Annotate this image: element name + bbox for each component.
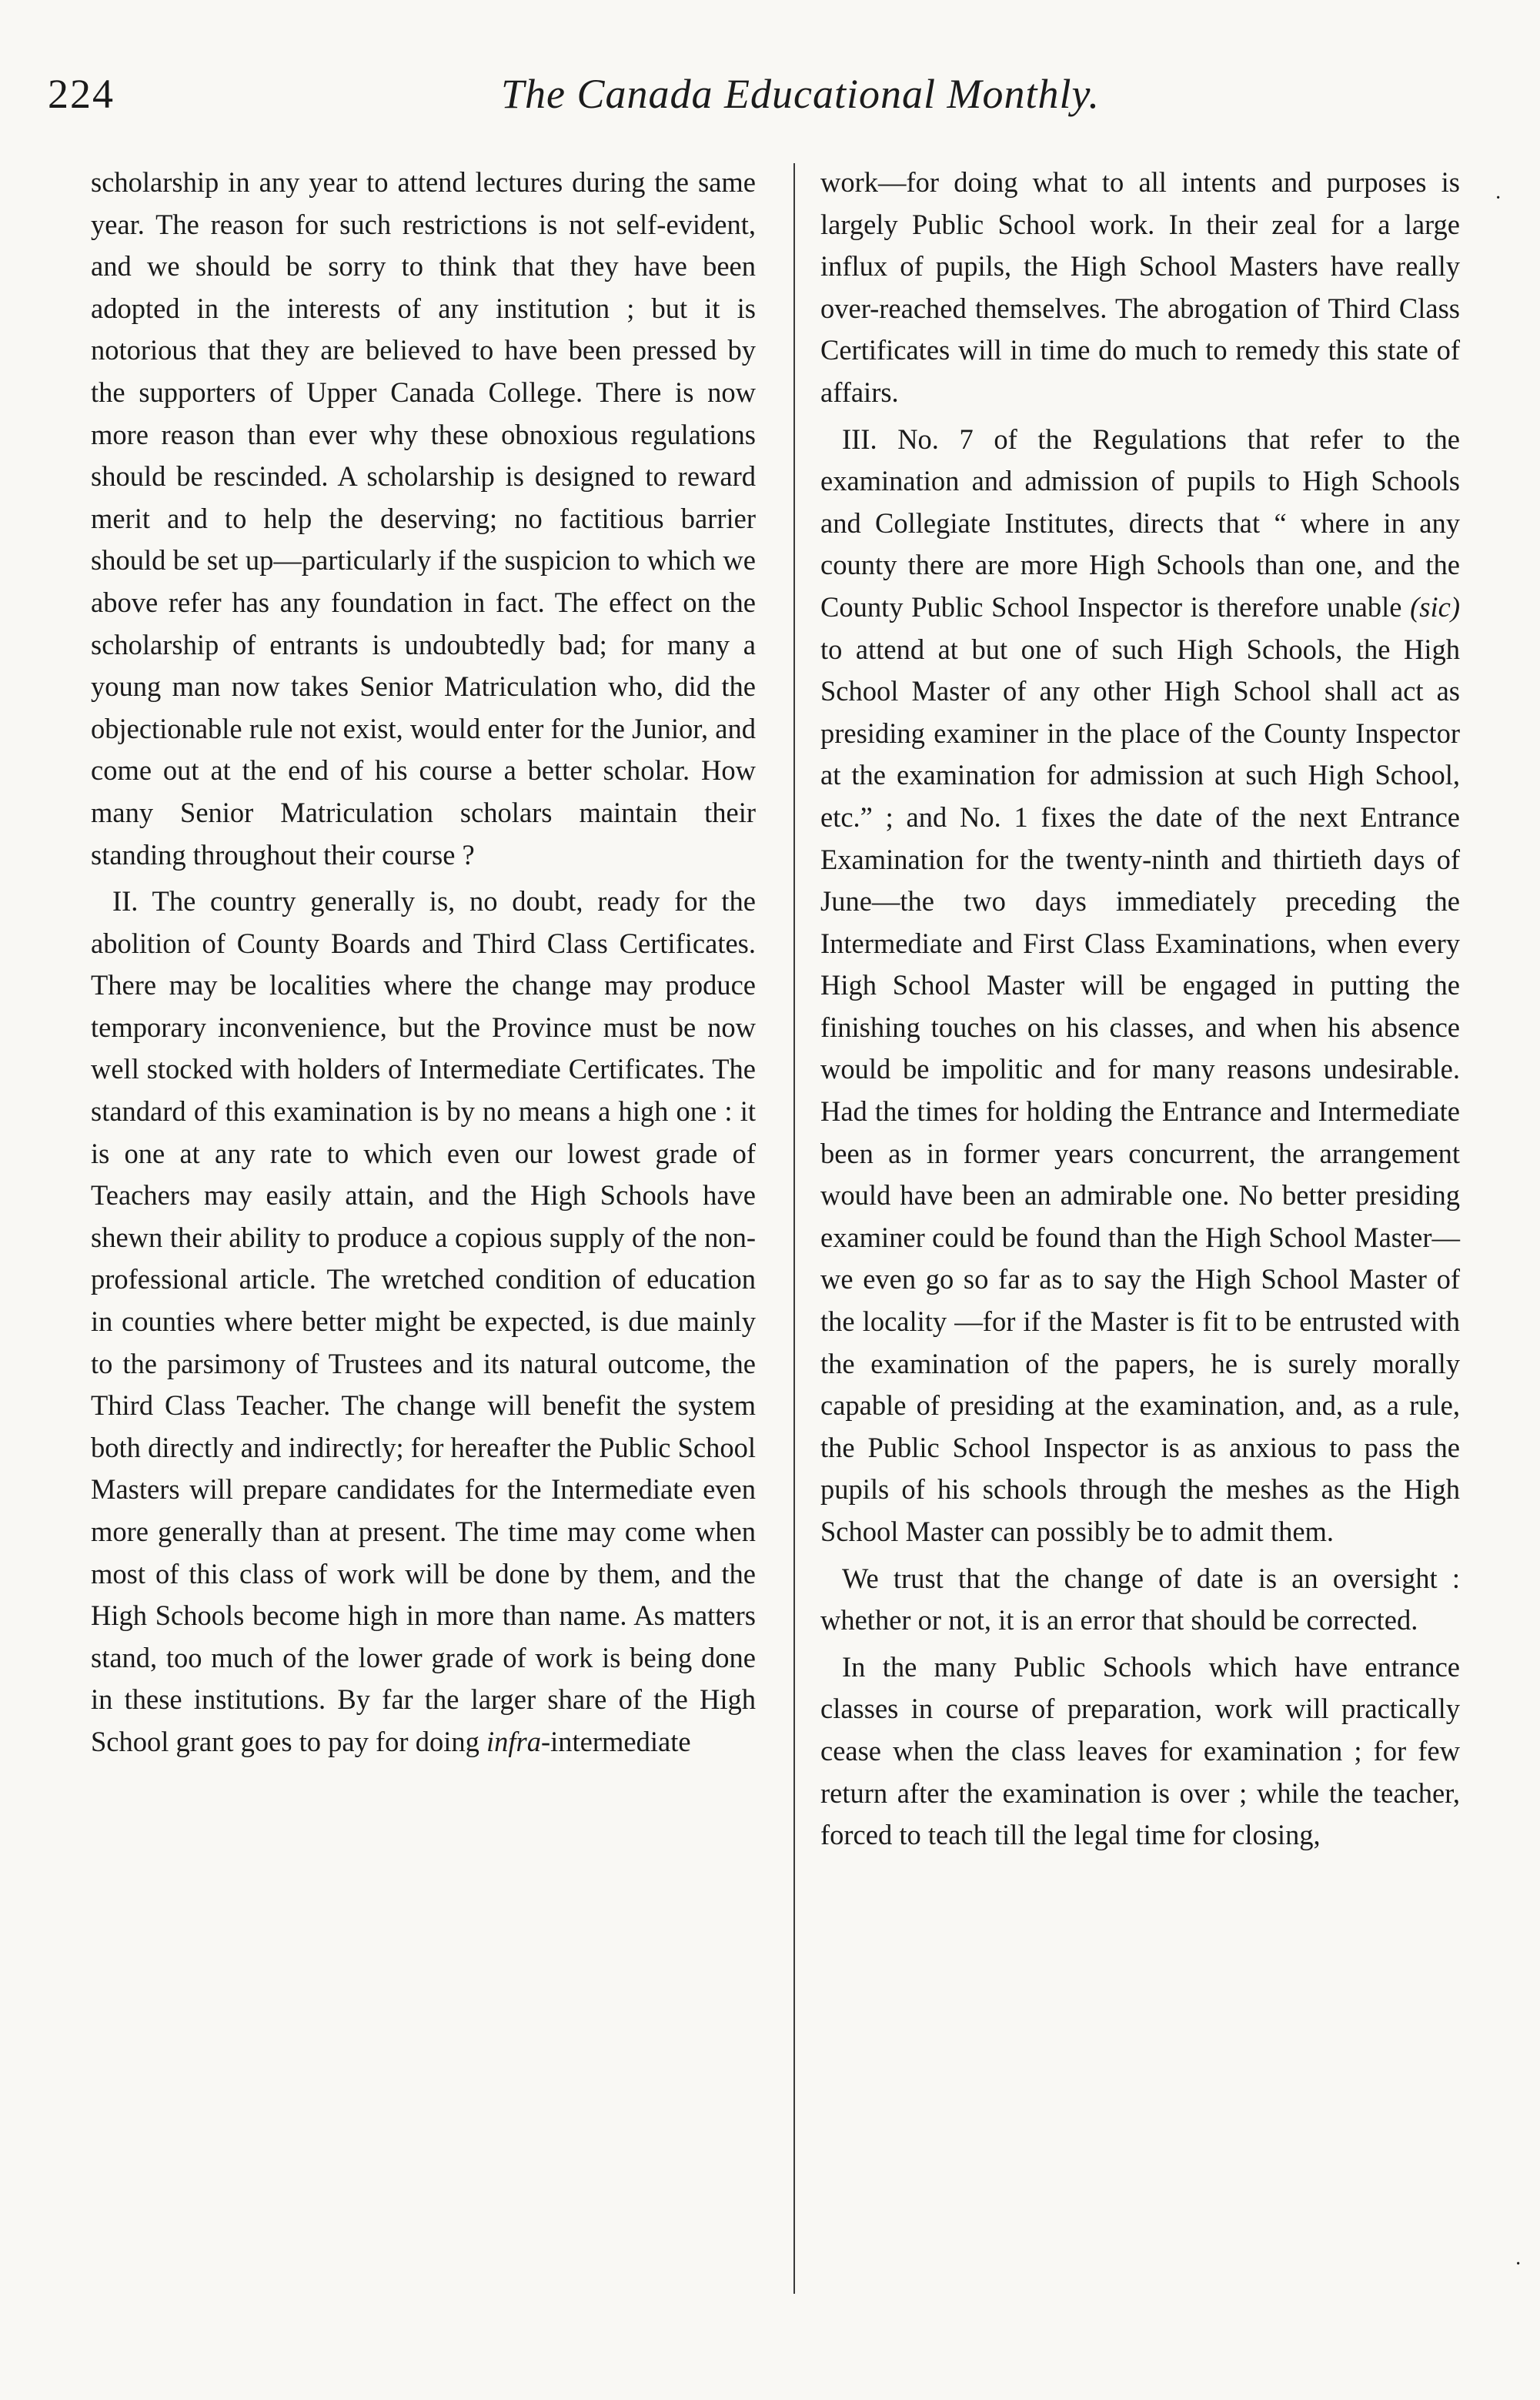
paragraph xyxy=(91,881,756,1763)
paragraph-text: -intermediate xyxy=(540,1725,691,1757)
italic-word: infra xyxy=(486,1725,541,1757)
margin-dot: · xyxy=(1495,186,1502,210)
paragraph: work—for doing what to all intents and purposes is largely Public School work. In their zeal for a large influx of pupils, the High School Masters have really over-reached themselves. The abrogation of Third Class Certificates will in time do much to remedy this state of affairs. xyxy=(820,166,1460,408)
paragraph: In the many Public Schools which have entrance classes in course of preparation, work will practically cease when the class leaves for examination ; for few return after the examination is over ; while the teacher, forced to teach till the legal time for closing, xyxy=(820,1650,1460,1851)
page-number: 224 xyxy=(48,71,115,117)
paragraph xyxy=(820,419,1460,1553)
paragraph: We trust that the change of date is an oversight : whether or not, it is an error that should be corrected. xyxy=(820,1562,1460,1636)
paragraph-text: III. No. 7 of the Regulations that refer to the examination and admission of pupils to High Schools and Collegiate Institutes, directs that “ where in any county there are more High Schools than one, and the County Public School Inspector is therefore unable xyxy=(820,423,1460,623)
italic-word: (sic) xyxy=(1410,590,1460,623)
margin-dot: · xyxy=(1515,2252,1522,2276)
paragraph-text: II. The country generally is, no doubt, ready for the abolition of County Boards and Third Class Certificates. There may be localities where the change may produce temporary inconvenience, but the Province must be now well stocked with holders of Intermediate Certificates. The standard of this examination is by no means a high one : it is one at any rate to which even our lowest grade of Teachers may easily attain, and the High Schools have shewn their ability to produce a copious supply of the non-professional article. The wretched condition of education in counties where better might be expected, is due mainly to the parsimony of Trustees and its natural outcome, the Third Class Teacher. The change will benefit the system both directly and indirectly; for hereafter the Public School Masters will prepare candidates for the Intermediate even more generally than at present. The time may come when most of this class of work will be done by them, and the High Schools become high in more than name. As matters stand, too much of the lower grade of work is being done in these institutions. By far the larger share of the High School grant goes to pay for doing xyxy=(91,885,756,1757)
paragraph: scholarship in any year to attend lectures during the same year. The reason for such restrictions is not self-evident, and we should be sorry to think that they have been adopted in the interests of any institution ; but it is notorious that they are believed to have been pressed by the supporters of Upper Canada College. There is now more reason than ever why these obnoxious regulations should be rescinded. A scholarship is designed to reward merit and to help the deserving; no factitious barrier should be set up—particularly if the suspicion to which we above refer has any foundation in fact. The effect on the scholarship of entrants is undoubtedly bad; for many a young man now takes Senior Matriculation who, did the objectionable rule not exist, would enter for the Junior, and come out at the end of his course a better scholar. How many Senior Matriculation scholars maintain their standing throughout their course ? xyxy=(91,166,756,871)
column-divider xyxy=(793,163,795,2294)
page-header xyxy=(0,63,1540,125)
running-title: The Canada Educational Monthly. xyxy=(501,71,1100,117)
left-column xyxy=(91,162,756,1763)
paragraph-text: to attend at but one of such High Schools, the High School Master of any other High School shall act as presiding examiner in the place of the County Inspector at the examination for admission at such High School, etc.” ; and No. 1 fixes the date of the next Entrance Examination for the twenty-ninth and thirtieth days of June—the two days immediately preceding the Intermediate and First Class Examinations, when every High School Master will be engaged in putting the finishing touches on his classes, and when his absence would be impolitic and for many reasons undesirable. Had the times for holding the Entrance and Intermediate been as in former years concurrent, the arrangement would have been an admirable one. No better presiding examiner could be found than the High School Master—we even go so far as to say the High School Master of the locality —for if the Master is fit to be entrusted with the examination of the papers, he is surely morally capable of presiding at the examination, and, as a rule, the Public School Inspector is as anxious to pass the pupils of his schools through the meshes as the High School Master can possibly be to admit them. xyxy=(820,633,1460,1547)
right-column xyxy=(820,162,1460,1857)
